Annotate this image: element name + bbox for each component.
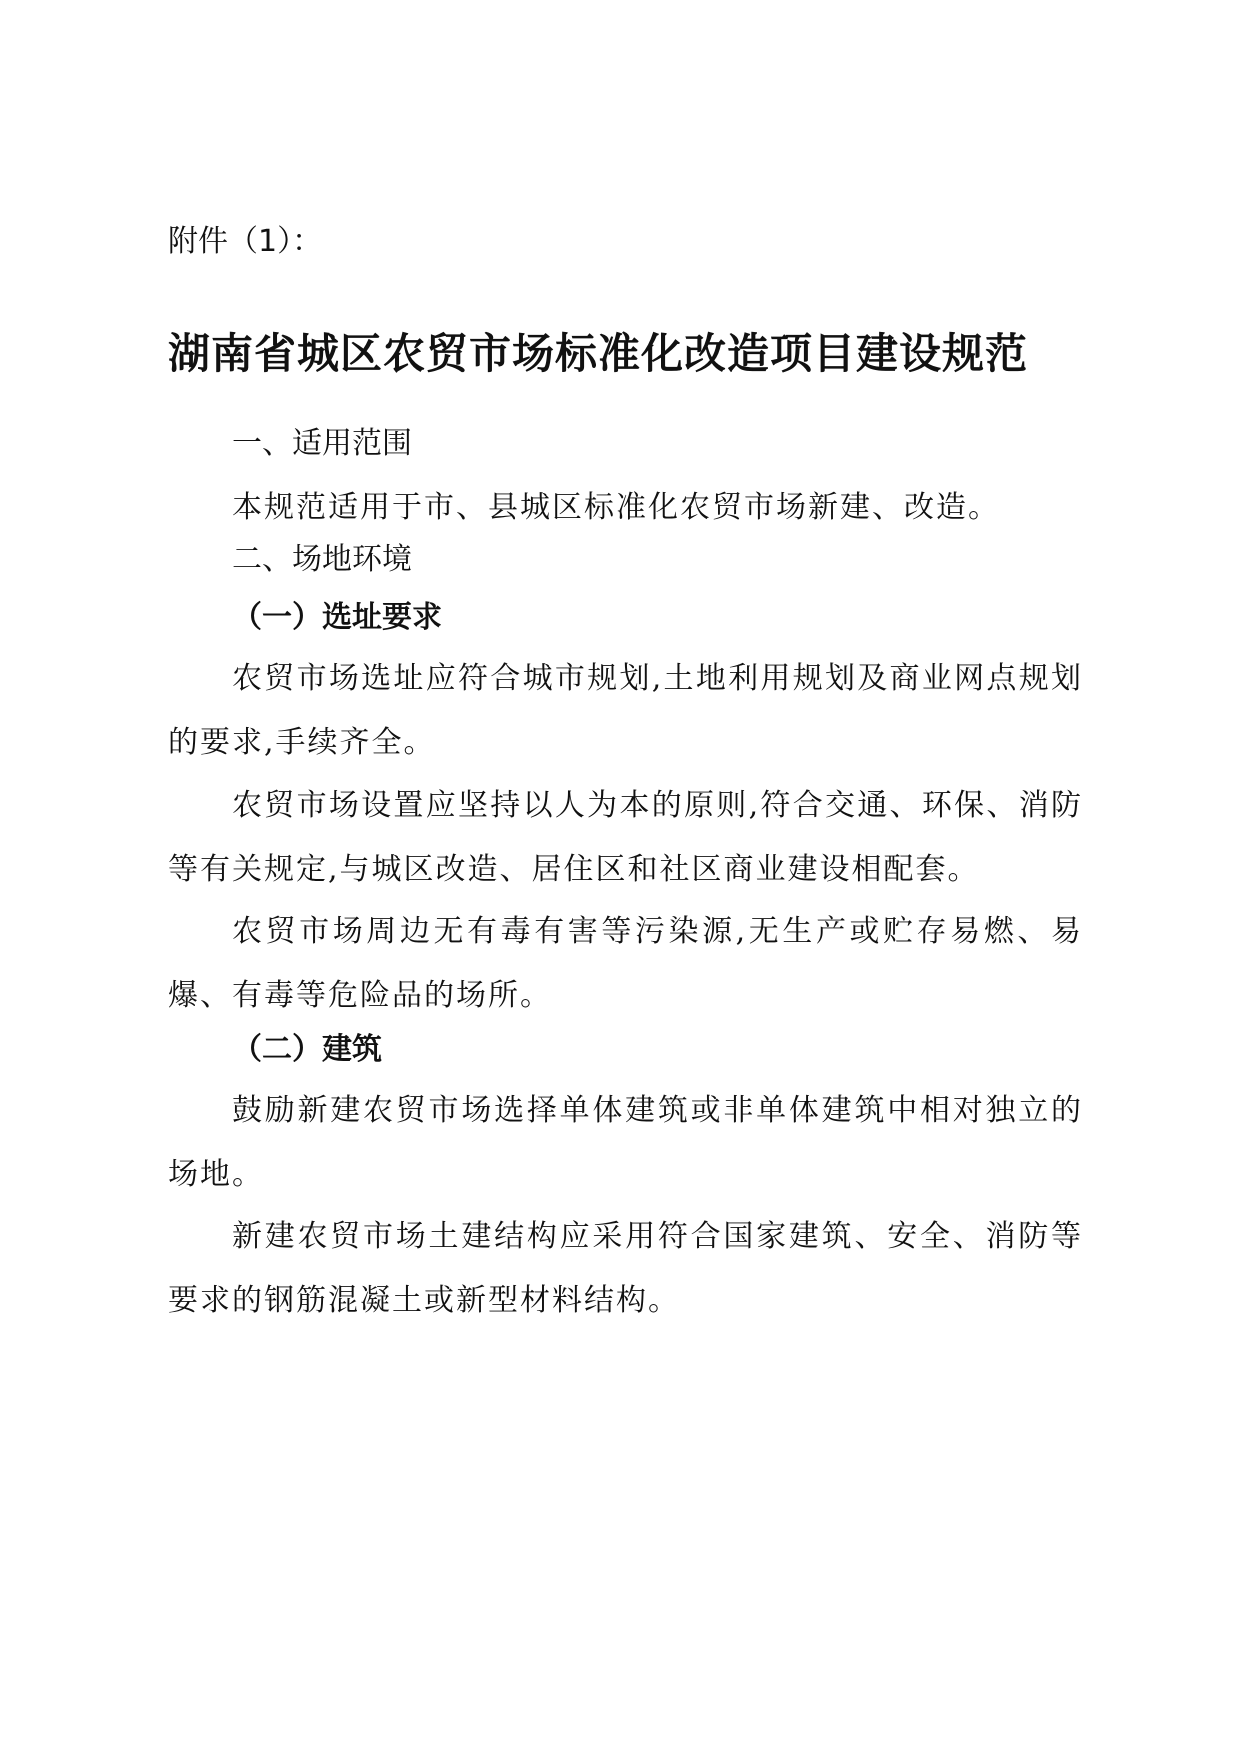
paragraph-scope: 本规范适用于市、县城区标准化农贸市场新建、改造。: [232, 490, 1000, 525]
subsection-heading-site-selection: （一）选址要求: [232, 600, 442, 635]
attachment-label: 附件（1）：: [168, 224, 323, 259]
section-heading-scope: 一、适用范围: [232, 426, 412, 461]
section-heading-environment: 二、场地环境: [232, 542, 412, 577]
paragraph-site-planning: 农贸市场选址应符合城市规划,土地利用规划及商业网点规划的要求,手续齐全。: [168, 661, 1083, 760]
paragraph-site-hazards: 农贸市场周边无有毒有害等污染源,无生产或贮存易燃、易爆、有毒等危险品的场所。: [168, 914, 1083, 1013]
paragraph-building-standalone: 鼓励新建农贸市场选择单体建筑或非单体建筑中相对独立的场地。: [168, 1093, 1083, 1192]
paragraph-site-principles: 农贸市场设置应坚持以人为本的原则,符合交通、环保、消防等有关规定,与城区改造、居住区和社区商业建设相配套。: [168, 788, 1083, 887]
document-title: 湖南省城区农贸市场标准化改造项目建设规范: [168, 329, 1029, 378]
paragraph-building-structure: 新建农贸市场土建结构应采用符合国家建筑、安全、消防等要求的钢筋混凝土或新型材料结构。: [168, 1219, 1083, 1318]
subsection-heading-building: （二）建筑: [232, 1032, 382, 1067]
